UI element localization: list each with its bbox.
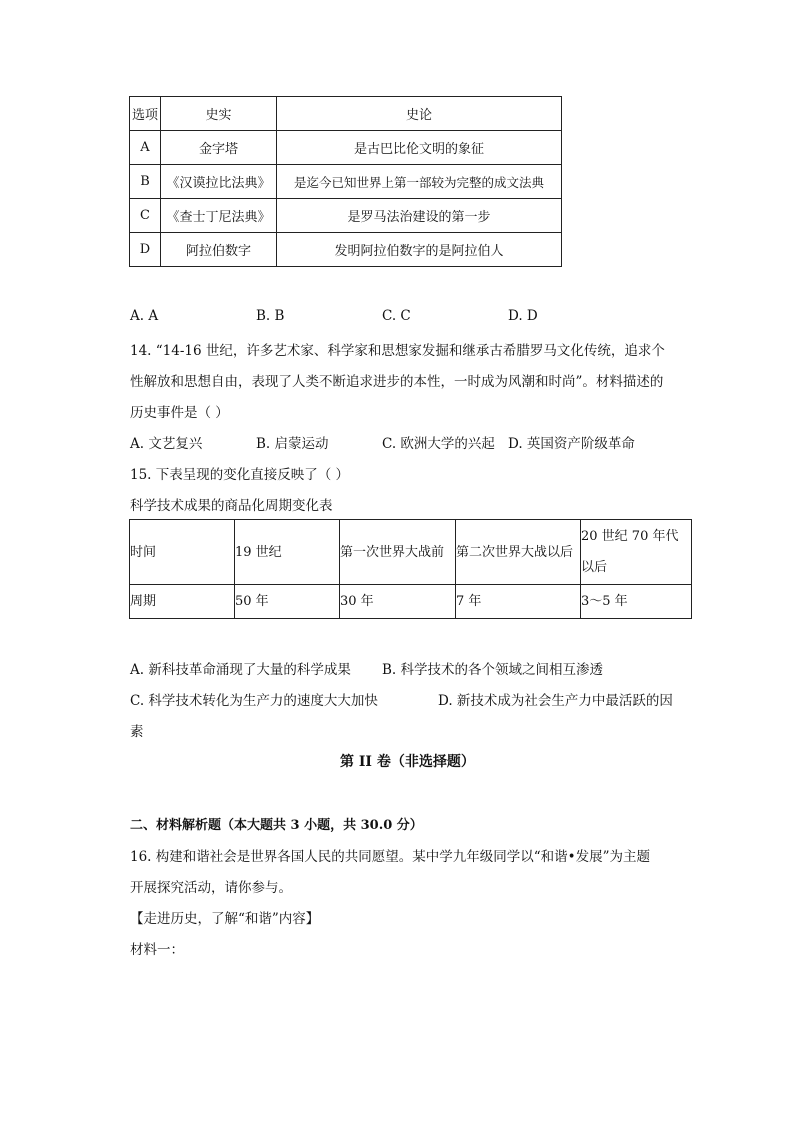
q15-option-d-line2: 素 bbox=[130, 724, 144, 740]
table-cell: 周期 bbox=[130, 585, 235, 619]
q14-stem-line3: 历史事件是（ ） bbox=[130, 405, 229, 421]
table-cell: 19 世纪 bbox=[235, 520, 340, 585]
q13-option-d: D. D bbox=[508, 308, 538, 324]
table-header-cell: 选项 bbox=[130, 97, 161, 131]
q13-option-c: C. C bbox=[382, 308, 411, 324]
q15-option-a: A. 新科技革命涌现了大量的科学成果 bbox=[130, 662, 351, 678]
table-cell: B bbox=[130, 165, 161, 199]
q16-stem-line2: 开展探究活动，请你参与。 bbox=[130, 880, 292, 896]
section-heading: 二、材料解析题（本大题共 3 小题，共 30.0 分） bbox=[130, 818, 423, 833]
q13-table bbox=[129, 96, 562, 267]
table-cell: 是迄今已知世界上第一部较为完整的成文法典 bbox=[277, 165, 562, 199]
table-cell: A bbox=[130, 131, 161, 165]
q15-table-title: 科学技术成果的商品化周期变化表 bbox=[130, 498, 333, 514]
section-title: 第 II 卷（非选择题） bbox=[340, 754, 475, 770]
q14-option-b: B. 启蒙运动 bbox=[256, 436, 329, 452]
table-cell: 是古巴比伦文明的象征 bbox=[277, 131, 562, 165]
table-cell: 是罗马法治建设的第一步 bbox=[277, 199, 562, 233]
table-header-cell: 史论 bbox=[277, 97, 562, 131]
q15-option-d-line1: D. 新技术成为社会生产力中最活跃的因 bbox=[438, 693, 673, 709]
q14-option-a: A. 文艺复兴 bbox=[130, 436, 203, 452]
table-header-cell: 史实 bbox=[161, 97, 277, 131]
table-row bbox=[130, 585, 692, 619]
q14-stem-line2: 性解放和思想自由，表现了人类不断追求进步的本性，一时成为风潮和时尚”。材料描述的 bbox=[130, 374, 664, 390]
table-cell: 第一次世界大战前 bbox=[340, 520, 456, 585]
table-cell: 30 年 bbox=[340, 585, 456, 619]
table-cell: D bbox=[130, 233, 161, 267]
table-cell: 发明阿拉伯数字的是阿拉伯人 bbox=[277, 233, 562, 267]
q14-stem-line1: 14. “14-16 世纪，许多艺术家、科学家和思想家发掘和继承古希腊罗马文化传统，追求个 bbox=[130, 343, 665, 359]
table-cell: 金字塔 bbox=[161, 131, 277, 165]
q13-option-b: B. B bbox=[256, 308, 285, 324]
q15-option-c: C. 科学技术转化为生产力的速度大大加快 bbox=[130, 693, 378, 709]
q13-option-a: A. A bbox=[130, 308, 159, 324]
table-cell: 第二次世界大战以后 bbox=[456, 520, 581, 585]
q16-stem-line1: 16. 构建和谐社会是世界各国人民的共同愿望。某中学九年级同学以“和谐•发展”为主题 bbox=[130, 849, 651, 865]
table-cell: C bbox=[130, 199, 161, 233]
table-cell: 20 世纪 70 年代以后 bbox=[581, 520, 692, 585]
q14-option-c: C. 欧洲大学的兴起 bbox=[382, 436, 495, 452]
q14-option-d: D. 英国资产阶级革命 bbox=[508, 436, 635, 452]
table-cell: 50 年 bbox=[235, 585, 340, 619]
table-row bbox=[130, 131, 562, 165]
table-cell: 时间 bbox=[130, 520, 235, 585]
table-row bbox=[130, 165, 562, 199]
table-cell: 《查士丁尼法典》 bbox=[161, 199, 277, 233]
q16-material-label: 材料一： bbox=[130, 942, 184, 958]
table-cell: 阿拉伯数字 bbox=[161, 233, 277, 267]
q15-option-b: B. 科学技术的各个领域之间相互渗透 bbox=[382, 662, 604, 678]
table-cell: 《汉谟拉比法典》 bbox=[161, 165, 277, 199]
table-cell: 7 年 bbox=[456, 585, 581, 619]
table-row bbox=[130, 233, 562, 267]
table-header-row bbox=[130, 97, 562, 131]
q16-sub-heading: 【走进历史，了解“和谐”内容】 bbox=[130, 911, 320, 927]
table-row bbox=[130, 520, 692, 585]
q15-stem: 15. 下表呈现的变化直接反映了（ ） bbox=[130, 467, 350, 483]
table-row bbox=[130, 199, 562, 233]
table-cell: 3～5 年 bbox=[581, 585, 692, 619]
q15-table bbox=[129, 519, 692, 619]
